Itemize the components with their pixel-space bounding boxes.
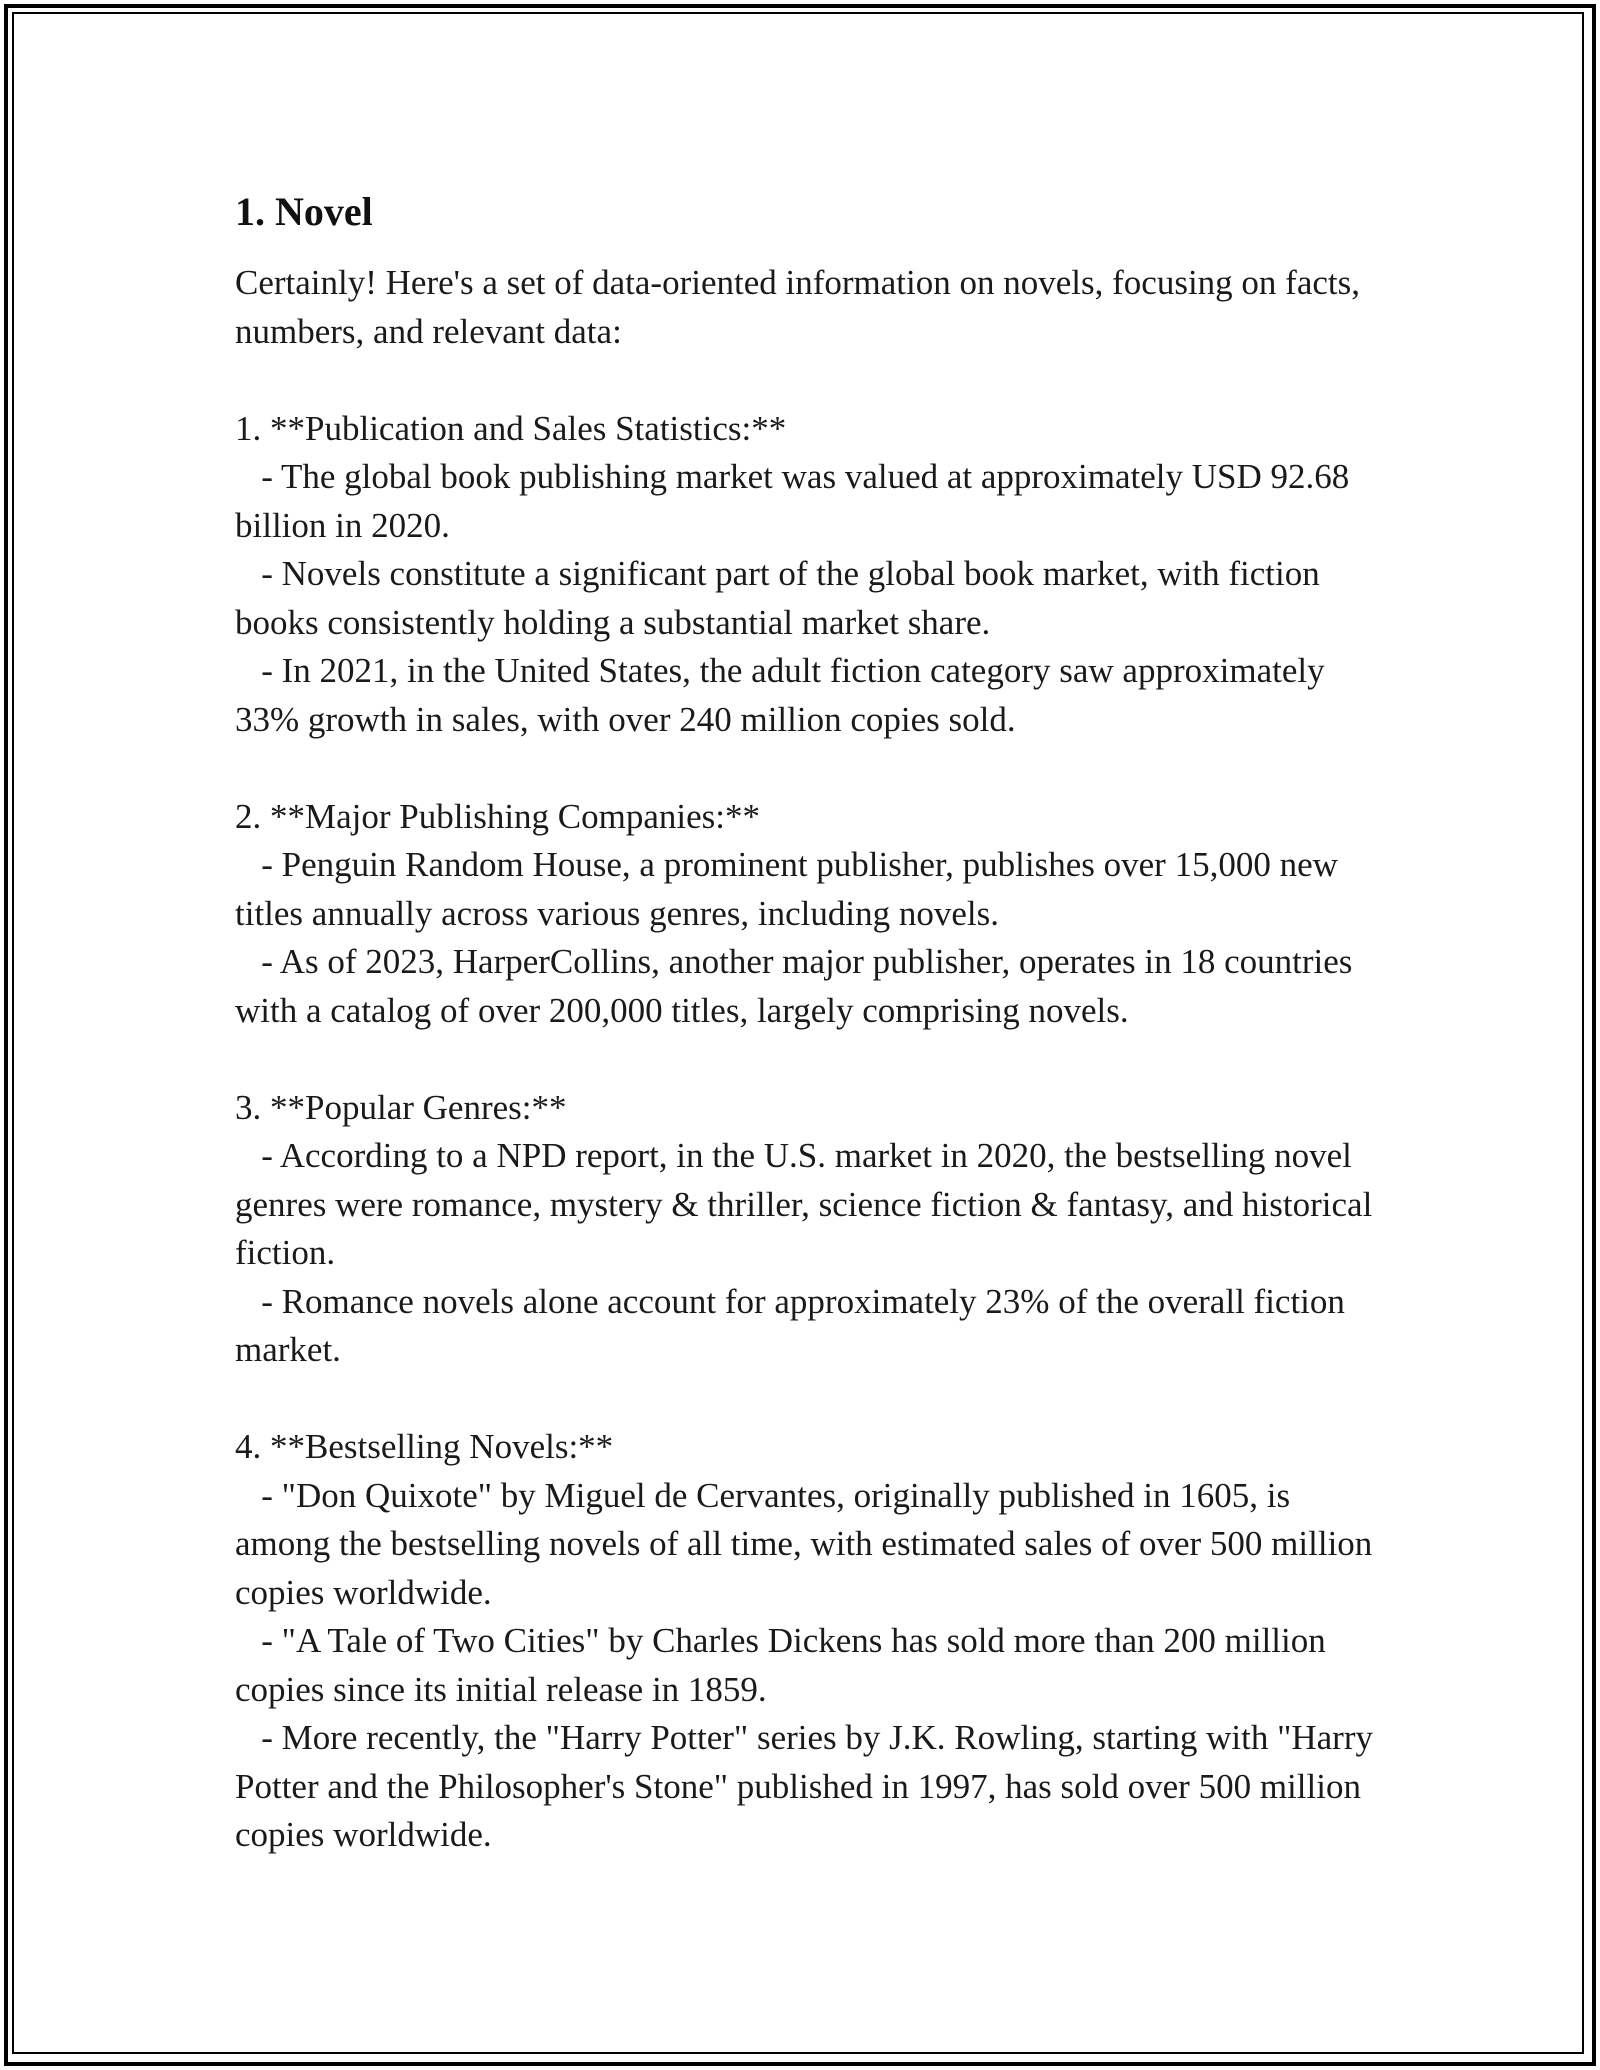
- bullet-item: - "A Tale of Two Cities" by Charles Dickens has sold more than 200 million copies since its initial release in 1859.: [235, 1621, 1335, 1709]
- section-publishing-companies: [235, 793, 1375, 1036]
- bullet-item: - The global book publishing market was valued at approximately USD 92.68 billion in 2020.: [235, 457, 1359, 545]
- bullet-item: - More recently, the "Harry Potter" series by J.K. Rowling, starting with "Harry Potter and the Philosopher's Stone" published in 1997, has sold over 500 million copies worldwide.: [235, 1718, 1382, 1854]
- bullet-item: - Romance novels alone account for approximately 23% of the overall fiction market.: [235, 1281, 1354, 1369]
- section-publication-sales: [235, 405, 1375, 745]
- bullet-item: - Penguin Random House, a prominent publisher, publishes over 15,000 new titles annually across various genres, including novels.: [235, 845, 1347, 933]
- intro-paragraph: Certainly! Here's a set of data-oriented information on novels, focusing on facts, numbers, and relevant data:: [235, 263, 1369, 351]
- section-title: 2. **Major Publishing Companies:**: [235, 796, 760, 836]
- section-title: 4. **Bestselling Novels:**: [235, 1427, 614, 1466]
- document-body: [235, 186, 1382, 1860]
- document-heading: 1. Novel: [235, 189, 373, 234]
- section-popular-genres: [235, 1084, 1382, 1375]
- bullet-item: - According to a NPD report, in the U.S. market in 2020, the bestselling novel genres were romance, mystery & thriller, science fiction & fantasy, and historical fiction.: [235, 1136, 1382, 1272]
- bullet-item: - As of 2023, HarperCollins, another major publisher, operates in 18 countries with a catalog of over 200,000 titles, largely comprising novels.: [235, 942, 1362, 1030]
- section-bestselling-novels: [235, 1423, 1382, 1860]
- section-title: 1. **Publication and Sales Statistics:**: [235, 408, 787, 448]
- section-title: 3. **Popular Genres:**: [235, 1087, 567, 1127]
- bullet-item: - Novels constitute a significant part of the global book market, with fiction books consistently holding a substantial market share.: [235, 554, 1329, 642]
- bullet-item: - In 2021, in the United States, the adult fiction category saw approximately 33% growth in sales, with over 240 million copies sold.: [235, 651, 1334, 739]
- bullet-item: - "Don Quixote" by Miguel de Cervantes, originally published in 1605, is among the bestselling novels of all time, with estimated sales of over 500 million copies worldwide.: [235, 1475, 1382, 1612]
